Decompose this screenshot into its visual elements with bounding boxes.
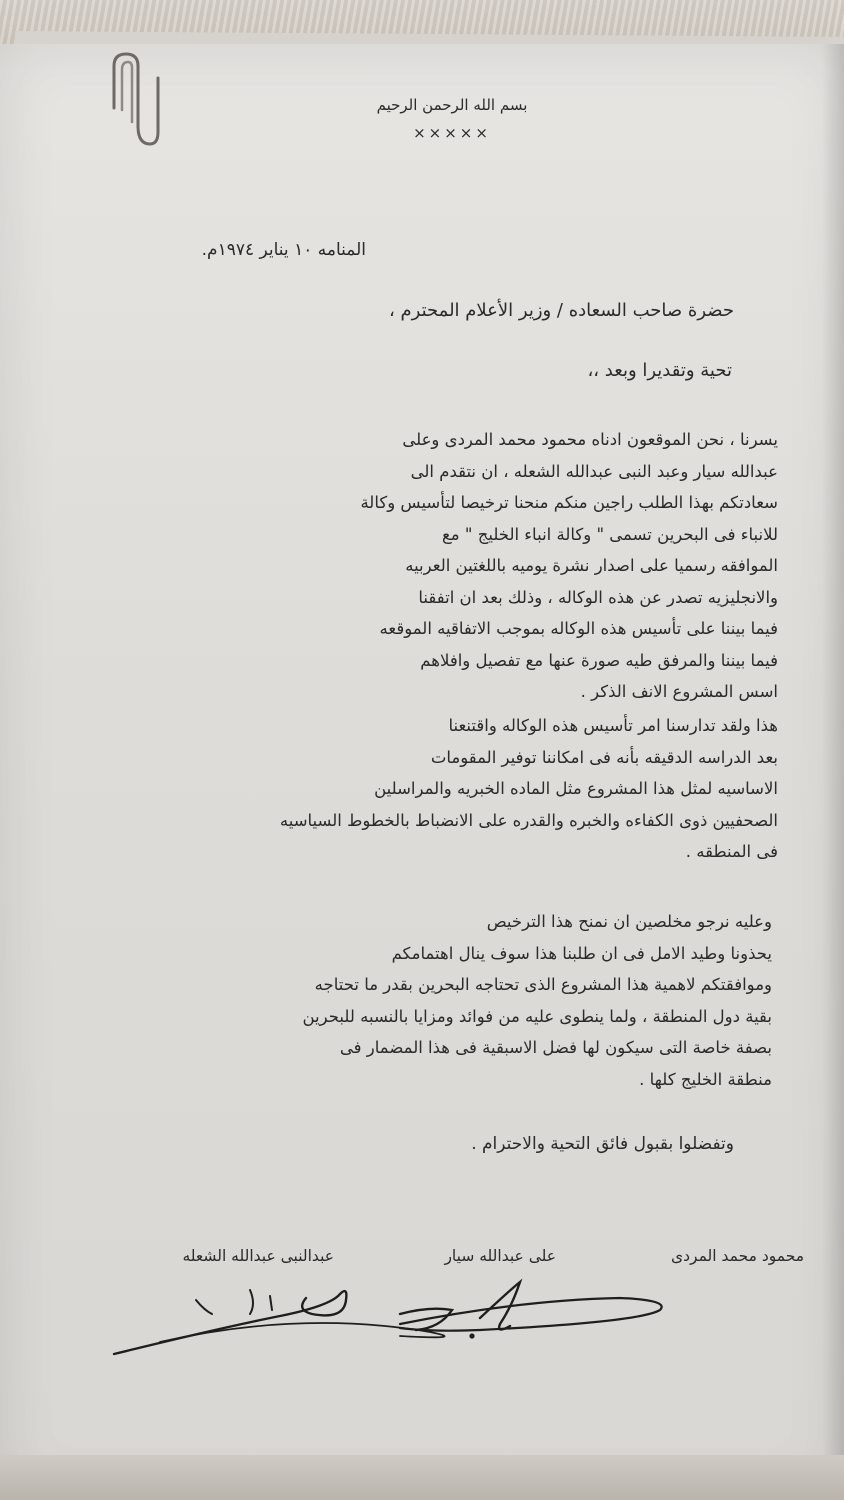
paragraph-line: عبدالله سيار وعبد النبى عبدالله الشعله ، ان نتقدم الى — [410, 461, 778, 481]
signatory-name: على عبدالله سيار — [444, 1247, 556, 1265]
paragraph-study — [150, 710, 778, 868]
paragraph-line: وعليه نرجو مخلصين ان نمنح هذا الترخيص — [486, 912, 772, 931]
closing-line: وتفضلوا بقبول فائق التحية والاحترام . — [471, 1134, 734, 1154]
paragraph-line: اسس المشروع الانف الذكر . — [580, 682, 778, 701]
paragraph-line: للانباء فى البحرين تسمى " وكالة انباء الخليج " مع — [442, 524, 778, 544]
stars-divider: ××××× — [413, 124, 491, 142]
paragraph-line: يحذونا وطيد الامل فى ان طلبنا هذا سوف ينال اهتمامكم — [391, 943, 772, 963]
signatory-name: عبدالنبى عبدالله الشعله — [182, 1247, 334, 1265]
paragraph-line: منطقة الخليج كلها . — [639, 1069, 772, 1089]
paragraph-line: يسرنا ، نحن الموقعون ادناه محمود محمد المردى وعلى — [402, 430, 778, 449]
paragraph-line: فيما بيننا على تأسيس هذه الوكاله بموجب الاتفاقيه الموقعه — [379, 619, 778, 638]
letter-date: المنامه ١٠ يناير ١٩٧٤م. — [201, 240, 366, 260]
paragraph-line: بعد الدراسه الدقيقه بأنه فى امكاننا توفير المقومات — [430, 747, 778, 767]
addressee-line: حضرة صاحب السعاده / وزير الأعلام المحترم ، — [389, 300, 734, 321]
paragraph-line: الاساسيه لمثل هذا المشروع مثل الماده الخبريه والمراسلين — [374, 779, 778, 798]
basmala-heading: بسم الله الرحمن الرحيم — [376, 96, 528, 114]
paragraph-line: فيما بيننا والمرفق طيه صورة عنها مع تفصيل وافلاهم — [420, 650, 778, 670]
paragraph-line: الموافقه رسميا على اصدار نشرة يوميه باللغتين العربيه — [405, 556, 778, 575]
paragraph-line: وموافقتكم لاهمية هذا المشروع الذى تحتاجه البحرين بقدر ما تحتاجه — [314, 975, 772, 994]
signatory-name: محمود محمد المردى — [670, 1247, 804, 1265]
paragraph-line: فى المنطقه . — [685, 842, 778, 861]
page-edge-shadow — [822, 44, 844, 1500]
paragraph-hope — [130, 906, 772, 1095]
greeting-line: تحية وتقديرا وبعد ،، — [587, 360, 732, 381]
paragraph-request — [150, 424, 778, 708]
paragraph-line: الصحفيين ذوى الكفاءه والخبره والقدره على الانضباط بالخطوط السياسيه — [279, 810, 778, 830]
bottom-page-edge — [0, 1455, 844, 1500]
paragraph-line: بصفة خاصة التى سيكون لها فضل الاسبقية فى هذا المضمار فى — [339, 1038, 772, 1057]
paragraph-line: بقية دول المنطقة ، ولما ينطوى عليه من فوائد ومزايا بالنسبه للبحرين — [302, 1006, 772, 1026]
paragraph-line: سعادتكم بهذا الطلب راجين منكم منحنا ترخيصا لتأسيس وكالة — [360, 493, 778, 512]
paragraph-line: والانجليزيه تصدر عن هذه الوكاله ، وذلك بعد ان اتفقنا — [418, 587, 778, 607]
handwritten-signatures — [100, 1270, 680, 1380]
paragraph-line: هذا ولقد تدارسنا امر تأسيس هذه الوكاله واقتنعنا — [448, 716, 778, 735]
